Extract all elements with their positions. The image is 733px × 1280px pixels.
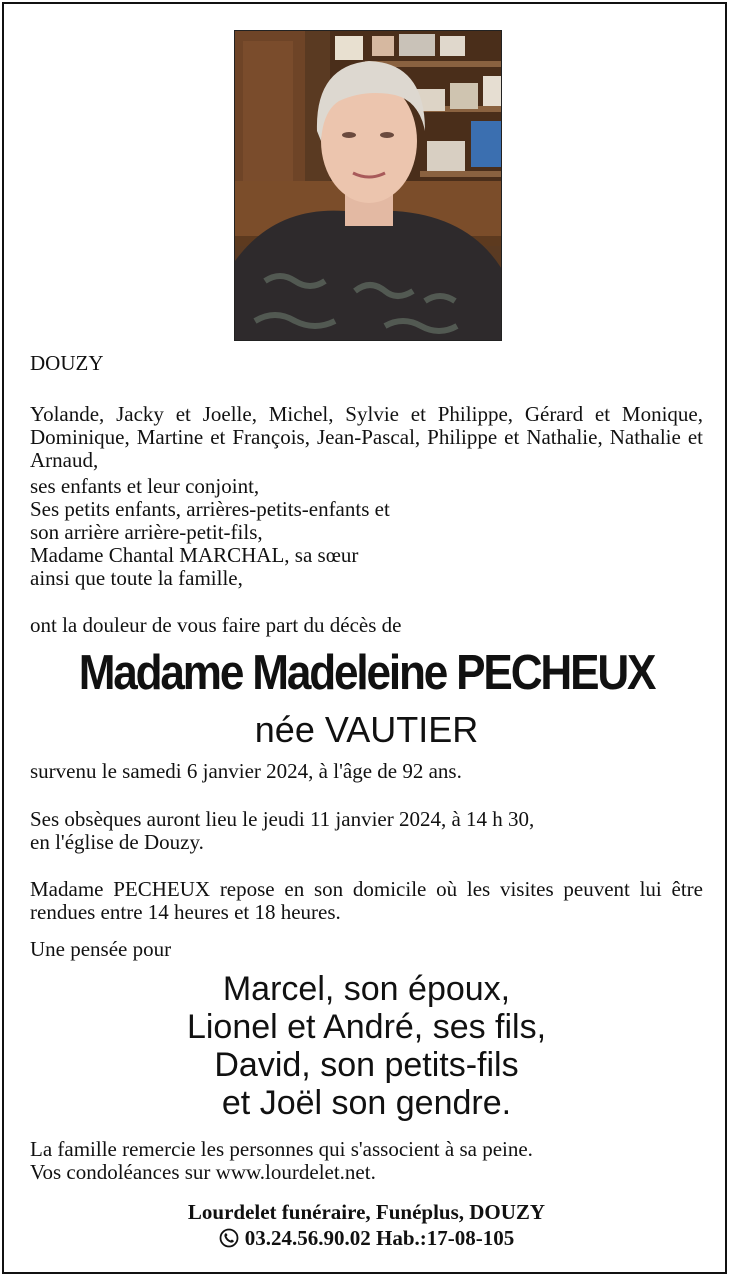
condolences-line: Vos condoléances sur www.lourdelet.net. — [30, 1160, 376, 1184]
funeral-home-phone: 03.24.56.90.02 Hab.:17-08-105 — [244, 1226, 515, 1250]
memorial-line: et Joël son gendre. — [221, 1084, 512, 1122]
death-info: survenu le samedi 6 janvier 2024, à l'âge de 92 ans. — [30, 759, 462, 783]
announcement-text: ont la douleur de vous faire part du décès de — [30, 613, 402, 637]
location-label: DOUZY — [30, 351, 104, 375]
family-list-paragraph: Yolande, Jacky et Joelle, Michel, Sylvie et Philippe, Gérard et Monique, Dominique, Martine et François, Jean-Pascal, Philippe et Nathalie, Nathalie et Arnaud, — [30, 402, 703, 472]
funeral-home-name: Lourdelet funéraire, Funéplus, DOUZY — [187, 1200, 546, 1224]
thanks-line-1: La famille remercie les personnes qui s'associent à sa peine. — [30, 1137, 533, 1161]
family-line-children: ses enfants et leur conjoint, — [30, 474, 260, 498]
memorial-line: Lionel et André, ses fils, — [186, 1008, 547, 1046]
funeral-home-phone-row — [0, 1226, 733, 1250]
memorial-list — [0, 970, 733, 1122]
family-line-sister: Madame Chantal MARCHAL, sa sœur — [30, 543, 359, 567]
family-line-grandchildren: Ses petits enfants, arrières-petits-enfants et — [30, 497, 390, 521]
family-line-great-grandchild: son arrière arrière-petit-fils, — [30, 520, 263, 544]
phone-icon — [219, 1228, 239, 1248]
funeral-line-2: en l'église de Douzy. — [30, 830, 204, 854]
thought-intro: Une pensée pour — [30, 937, 172, 961]
family-line-whole-family: ainsi que toute la famille, — [30, 566, 243, 590]
deceased-name: Madame Madeleine PECHEUX — [78, 646, 655, 700]
portrait-photo — [234, 30, 502, 341]
memorial-line: Marcel, son époux, — [222, 970, 511, 1008]
visitation-text: Madame PECHEUX repose en son domicile où les visites peuvent lui être rendues entre 14 heures et 18 heures. — [30, 877, 703, 924]
memorial-line: David, son petits-fils — [214, 1046, 519, 1084]
maiden-name: née VAUTIER — [254, 709, 479, 750]
funeral-line-1: Ses obsèques auront lieu le jeudi 11 janvier 2024, à 14 h 30, — [30, 807, 535, 831]
